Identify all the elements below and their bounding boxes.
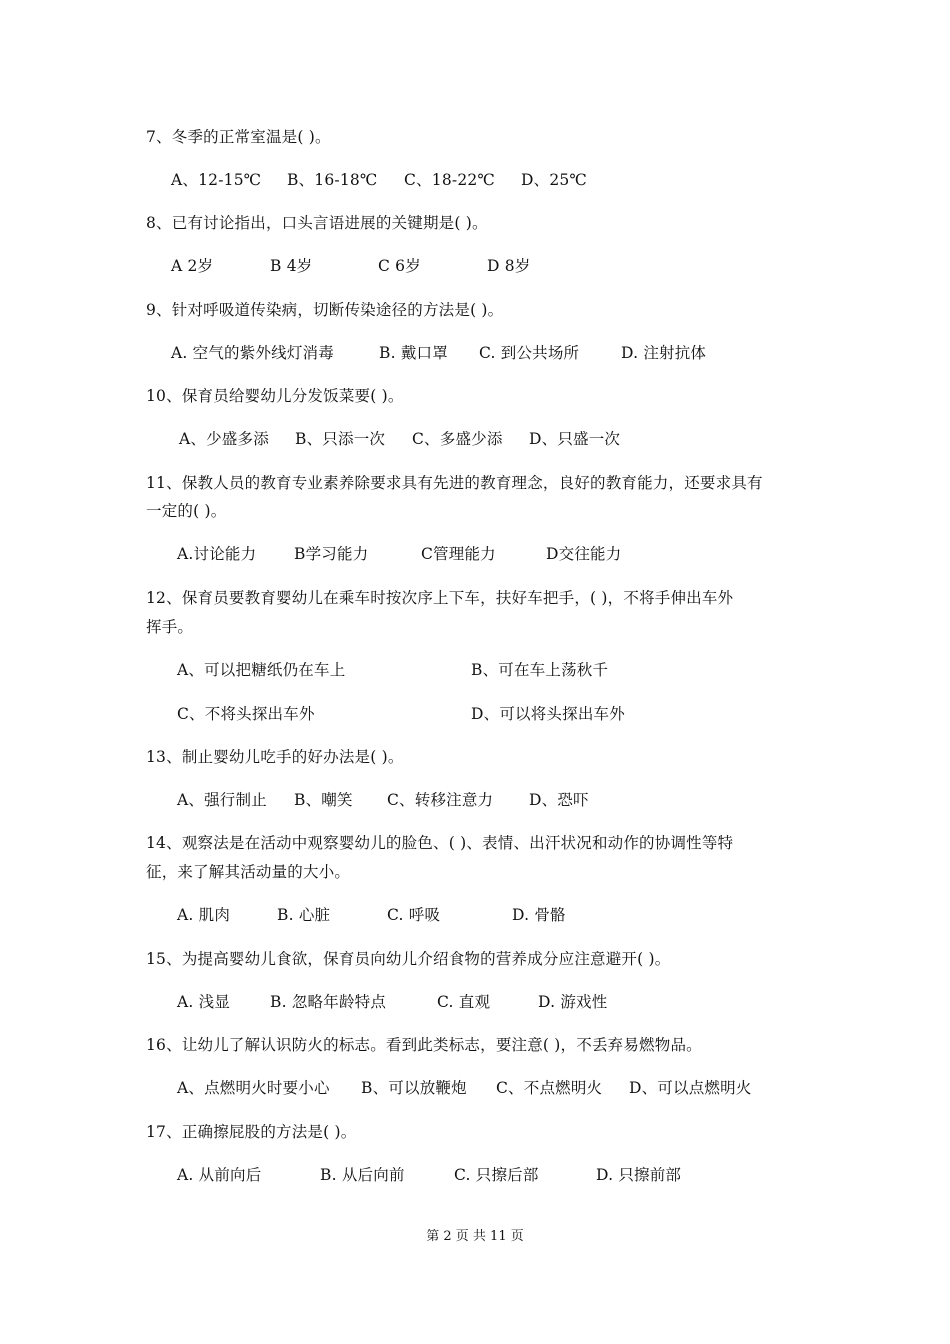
q17-option-c: C. 只擦后部	[454, 1166, 539, 1184]
q13-option-b: B、嘲笑	[294, 791, 353, 809]
q14-option-d: D. 骨骼	[512, 906, 566, 924]
question-14-line-1: 14、观察法是在活动中观察婴幼儿的脸色、( )、表情、出汗状况和动作的协调性等特	[146, 834, 734, 852]
page-number: 第 2 页 共 11 页	[426, 1229, 524, 1244]
q16-option-d: D、可以点燃明火	[629, 1079, 752, 1097]
q15-option-a: A. 浅显	[177, 993, 231, 1011]
q8-option-a: A 2岁	[171, 257, 214, 275]
q12-option-d: D、可以将头探出车外	[471, 705, 625, 723]
q9-option-d: D. 注射抗体	[621, 344, 707, 362]
question-11-line-2: 一定的( )。	[146, 502, 227, 520]
question-12-line-2: 挥手。	[146, 618, 194, 636]
q7-option-b: B、16-18℃	[287, 171, 378, 189]
q11-option-a: A.讨论能力	[177, 545, 257, 563]
q12-option-b: B、可在车上荡秋千	[471, 661, 609, 679]
q9-option-a: A. 空气的紫外线灯消毒	[171, 344, 334, 362]
question-9: 9、针对呼吸道传染病，切断传染途径的方法是( )。	[146, 301, 504, 319]
q12-option-a: A、可以把糖纸仍在车上	[177, 661, 346, 679]
q10-option-b: B、只添一次	[295, 430, 386, 448]
q14-option-c: C. 呼吸	[387, 906, 441, 924]
question-15: 15、为提高婴幼儿食欲，保育员向幼儿介绍食物的营养成分应注意避开( )。	[146, 950, 671, 968]
question-7: 7、冬季的正常室温是( )。	[146, 128, 331, 146]
question-16: 16、让幼儿了解认识防火的标志。看到此类标志，要注意( )，不丢弃易燃物品。	[146, 1036, 702, 1054]
q10-option-d: D、只盛一次	[529, 430, 621, 448]
q11-option-c: C管理能力	[421, 545, 496, 563]
q12-option-c: C、不将头探出车外	[177, 705, 315, 723]
q8-option-b: B 4岁	[270, 257, 313, 275]
q9-option-c: C. 到公共场所	[479, 344, 580, 362]
q16-option-c: C、不点燃明火	[496, 1079, 603, 1097]
q7-option-d: D、25℃	[521, 171, 587, 189]
q13-option-d: D、恐吓	[529, 791, 589, 809]
q13-option-a: A、强行制止	[177, 791, 267, 809]
question-11-line-1: 11、保教人员的教育专业素养除要求具有先进的教育理念，良好的教育能力，还要求具有	[146, 474, 763, 492]
q13-option-c: C、转移注意力	[387, 791, 494, 809]
question-10: 10、保育员给婴幼儿分发饭菜要( )。	[146, 387, 404, 405]
q14-option-b: B. 心脏	[277, 906, 331, 924]
q15-option-b: B. 忽略年龄特点	[270, 993, 387, 1011]
q17-option-b: B. 从后向前	[320, 1166, 405, 1184]
q11-option-b: B学习能力	[294, 545, 369, 563]
q15-option-c: C. 直观	[437, 993, 491, 1011]
q9-option-b: B. 戴口罩	[379, 344, 448, 362]
q11-option-d: D交往能力	[546, 545, 622, 563]
question-14-line-2: 征，来了解其活动量的大小。	[146, 863, 351, 881]
q7-option-a: A、12-15℃	[171, 171, 262, 189]
question-17: 17、正确擦屁股的方法是( )。	[146, 1123, 357, 1141]
q10-option-a: A、少盛多添	[179, 430, 269, 448]
question-13: 13、制止婴幼儿吃手的好办法是( )。	[146, 748, 404, 766]
q15-option-d: D. 游戏性	[538, 993, 608, 1011]
q8-option-d: D 8岁	[487, 257, 531, 275]
q16-option-b: B、可以放鞭炮	[361, 1079, 467, 1097]
question-12-line-1: 12、保育员要教育婴幼儿在乘车时按次序上下车，扶好车把手，( )，不将手伸出车外	[146, 589, 734, 607]
q16-option-a: A、点燃明火时要小心	[177, 1079, 330, 1097]
question-8: 8、已有讨论指出，口头言语进展的关键期是( )。	[146, 214, 488, 232]
q14-option-a: A. 肌肉	[177, 906, 231, 924]
q17-option-d: D. 只擦前部	[596, 1166, 682, 1184]
q17-option-a: A. 从前向后	[177, 1166, 262, 1184]
q7-option-c: C、18-22℃	[404, 171, 495, 189]
q10-option-c: C、多盛少添	[412, 430, 503, 448]
q8-option-c: C 6岁	[378, 257, 421, 275]
